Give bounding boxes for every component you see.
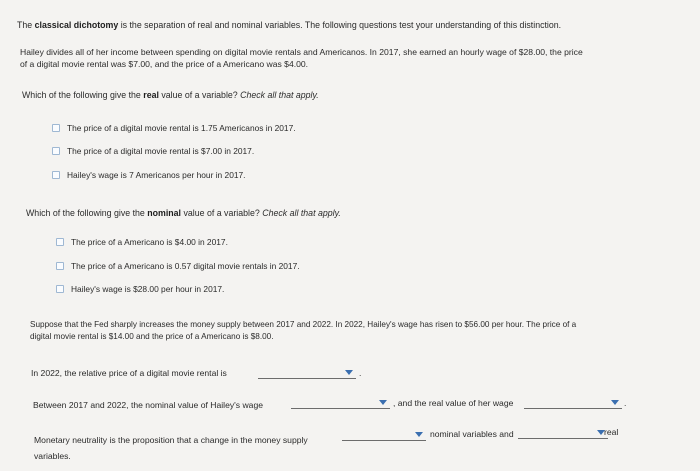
real-option-2[interactable]: The price of a digital movie rental is $7.00 in 2017. bbox=[52, 146, 254, 156]
chevron-down-icon bbox=[345, 370, 353, 375]
fill1-label: In 2022, the relative price of a digital movie rental is bbox=[31, 368, 227, 378]
fill3-label: Monetary neutrality is the proposition that a change in the money supply bbox=[34, 435, 308, 445]
nominal-wage-dropdown[interactable] bbox=[291, 398, 390, 409]
real-option-3[interactable]: Hailey's wage is 7 Americanos per hour in 2017. bbox=[52, 170, 246, 180]
fill3-mid: nominal variables and bbox=[430, 429, 514, 439]
intro-term: classical dichotomy bbox=[34, 20, 119, 30]
real-wage-dropdown[interactable] bbox=[524, 398, 622, 409]
checkbox[interactable] bbox=[56, 238, 64, 246]
scenario-text: Hailey divides all of her income between spending on digital movie rentals and Americanos. In 2017, she earned an hourly wage of $28.00, the price of a digital movie rental was $7.00, and the price of a Americano was $4.00. bbox=[20, 47, 583, 69]
chevron-down-icon bbox=[415, 432, 423, 437]
intro-text: The classical dichotomy is the separation of real and nominal variables. The following questions test your understanding of this distinction. bbox=[17, 20, 562, 30]
chevron-down-icon bbox=[379, 400, 387, 405]
relative-price-dropdown[interactable] bbox=[258, 368, 356, 379]
real-option-1[interactable]: The price of a digital movie rental is 1.75 Americanos in 2017. bbox=[52, 123, 296, 133]
nominal-option-2[interactable]: The price of a Americano is 0.57 digital movie rentals in 2017. bbox=[56, 261, 300, 271]
scenario2-text: Suppose that the Fed sharply increases the money supply between 2017 and 2022. In 2022, Hailey's wage has risen to $56.00 per hour. The price of a digital movie rental is $14.00 and the price of a Americano is $8.00. bbox=[30, 320, 577, 341]
fill3-line2: variables. bbox=[34, 451, 71, 461]
checkbox[interactable] bbox=[52, 147, 60, 155]
nominal-option-1[interactable]: The price of a Americano is $4.00 in 2017. bbox=[56, 237, 228, 247]
checkbox[interactable] bbox=[52, 171, 60, 179]
checkbox[interactable] bbox=[56, 262, 64, 270]
fill3-end: real bbox=[604, 427, 619, 437]
monetary-neutrality-dropdown-2[interactable] bbox=[518, 428, 608, 439]
monetary-neutrality-dropdown-1[interactable] bbox=[342, 430, 426, 441]
fill2-mid: , and the real value of her wage bbox=[393, 398, 514, 408]
checkbox[interactable] bbox=[52, 124, 60, 132]
question-nominal: Which of the following give the nominal value of a variable? Check all that apply. bbox=[26, 208, 341, 218]
checkbox[interactable] bbox=[56, 285, 64, 293]
nominal-option-3[interactable]: Hailey's wage is $28.00 per hour in 2017. bbox=[56, 284, 224, 294]
question-real: Which of the following give the real value of a variable? Check all that apply. bbox=[22, 90, 319, 100]
fill2-label: Between 2017 and 2022, the nominal value of Hailey's wage bbox=[33, 400, 264, 410]
chevron-down-icon bbox=[611, 400, 619, 405]
